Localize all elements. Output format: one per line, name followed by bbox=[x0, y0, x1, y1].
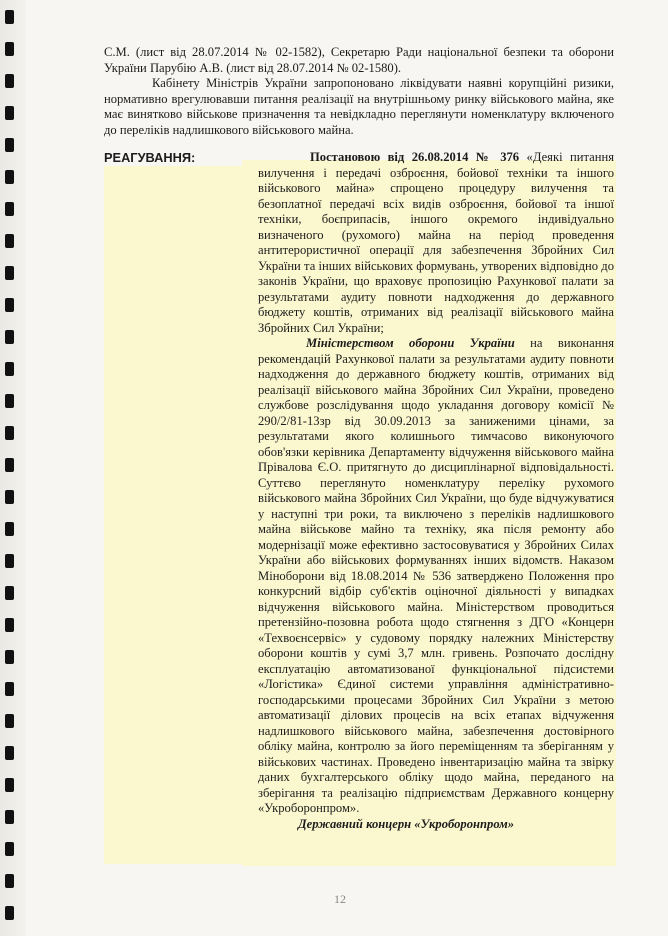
binding-hole bbox=[5, 874, 14, 888]
response-body bbox=[258, 150, 614, 832]
binding-hole bbox=[5, 298, 14, 312]
binding-hole bbox=[5, 906, 14, 920]
resolution-bold: Постановою від 26.08.2014 № 376 bbox=[310, 150, 520, 164]
binding-hole bbox=[5, 746, 14, 760]
binding-hole bbox=[5, 490, 14, 504]
resolution-paragraph bbox=[258, 150, 614, 336]
concern-paragraph bbox=[258, 817, 614, 833]
binding-hole bbox=[5, 682, 14, 696]
side-highlight bbox=[104, 166, 242, 864]
binding-hole bbox=[5, 394, 14, 408]
binding-hole bbox=[5, 362, 14, 376]
ministry-paragraph bbox=[258, 336, 614, 817]
binding-hole bbox=[5, 554, 14, 568]
binding-strip bbox=[0, 0, 26, 936]
binding-hole bbox=[5, 330, 14, 344]
binding-hole bbox=[5, 106, 14, 120]
binding-hole bbox=[5, 810, 14, 824]
binding-hole bbox=[5, 170, 14, 184]
binding-hole bbox=[5, 714, 14, 728]
intro-lines: С.М. (лист від 28.07.2014 № 02-1582), Секретарю Ради національної безпеки та оборони України Парубію А.В. (лист від 28.07.2014 № 02-1580). bbox=[104, 45, 614, 75]
binding-hole bbox=[5, 426, 14, 440]
binding-hole bbox=[5, 458, 14, 472]
binding-hole bbox=[5, 10, 14, 24]
binding-hole bbox=[5, 234, 14, 248]
binding-hole bbox=[5, 74, 14, 88]
binding-hole bbox=[5, 42, 14, 56]
binding-hole bbox=[5, 650, 14, 664]
resolution-text: «Деякі питання вилучення і передачі озброєння, бойової техніки та іншого військового майна» спрощено процедуру вилучення та безоплатної передачі всіх видів озброєння, бойової та іншої техніки, боєприпасів, іншого окремого індивідуально визначеного (рухомого) майна на період проведення антитерористичної операції для забезпечення Збройних Сил України та інших військових формувань, утворених відповідно до законів України, що враховує пропозицію Рахункової палати за результатами аудиту повноти надходження до державного бюджету коштів, отриманих від реалізації військового майна Збройних Сил України; bbox=[258, 150, 614, 335]
binding-hole bbox=[5, 842, 14, 856]
ministry-italic: Міністерством оборони України bbox=[306, 336, 515, 350]
binding-hole bbox=[5, 778, 14, 792]
binding-hole bbox=[5, 266, 14, 280]
intro-paragraph: Кабінету Міністрів України запропоновано ліквідувати наявні корупційні ризики, нормативно врегулювавши питання реалізації на внутрішньому ринку військового майна, яке має винятково військове призначення та невідкладно переглянути номенклатуру включеного до переліків надлишкового військового майна. bbox=[104, 76, 614, 137]
section-label: РЕАГУВАННЯ: bbox=[104, 150, 196, 165]
binding-hole bbox=[5, 618, 14, 632]
binding-hole bbox=[5, 202, 14, 216]
binding-hole bbox=[5, 522, 14, 536]
binding-hole bbox=[5, 586, 14, 600]
intro-block bbox=[104, 45, 614, 138]
concern-italic: Державний концерн «Укроборонпром» bbox=[298, 816, 515, 831]
binding-hole bbox=[5, 138, 14, 152]
page-number: 12 bbox=[334, 892, 346, 906]
ministry-text: на виконання рекомендацій Рахункової палати за результатами аудиту повноти надходження до державного бюджету коштів, отриманих від реалізації військового майна Збройних Сил України, проведено службове розслідування щодо укладання договору комісії № 290/2/81-13зр від 30.09.2013 за заниженими цінами, за результатами якого колишнього тимчасово виконуючого обов'язки керівника Департаменту відчуження військового майна Прівалова Є.О. притягнуто до дисциплінарної відповідальності. Суттєво переглянуто номенклатуру переліку рухомого військового майна Збройних Сил України, що буде відчужуватися у наступні три роки, та виключено з переліків надлишкового майна військове майно та техніку, яка після ремонту або модернізації може ефективно застосовуватися у Збройних Силах України або військових формуваннях інших відомств. Наказом Міноборони від 18.08.2014 № 536 затверджено Положення про конкурсний відбір суб'єктів оціночної діяльності у випадках відчуження військового майна. Міністерством проводиться претензійно-позовна робота щодо стягнення з ДГО «Концерн «Техвоєнсервіс» у судовому порядку належних Міністерству оборони коштів у сумі 3,7 млн. гривень. Розпочато дослідну експлуатацію автоматизованої функціональної підсистеми «Логістика» Єдиної системи управління адміністративно-господарськими процесами Збройних Сил України з метою автоматизації ділових процесів на всіх етапах відчуження надлишкового військового майна, забезпечення достовірного обліку майна, контролю за його переміщенням та зберіганням у військових частинах. Проведено інвентаризацію майна та звірку даних бухгалтерського обліку щодо майна, переданого на зберігання та реалізацію підприємствам Державного концерну «Укроборонпром». bbox=[258, 336, 614, 815]
